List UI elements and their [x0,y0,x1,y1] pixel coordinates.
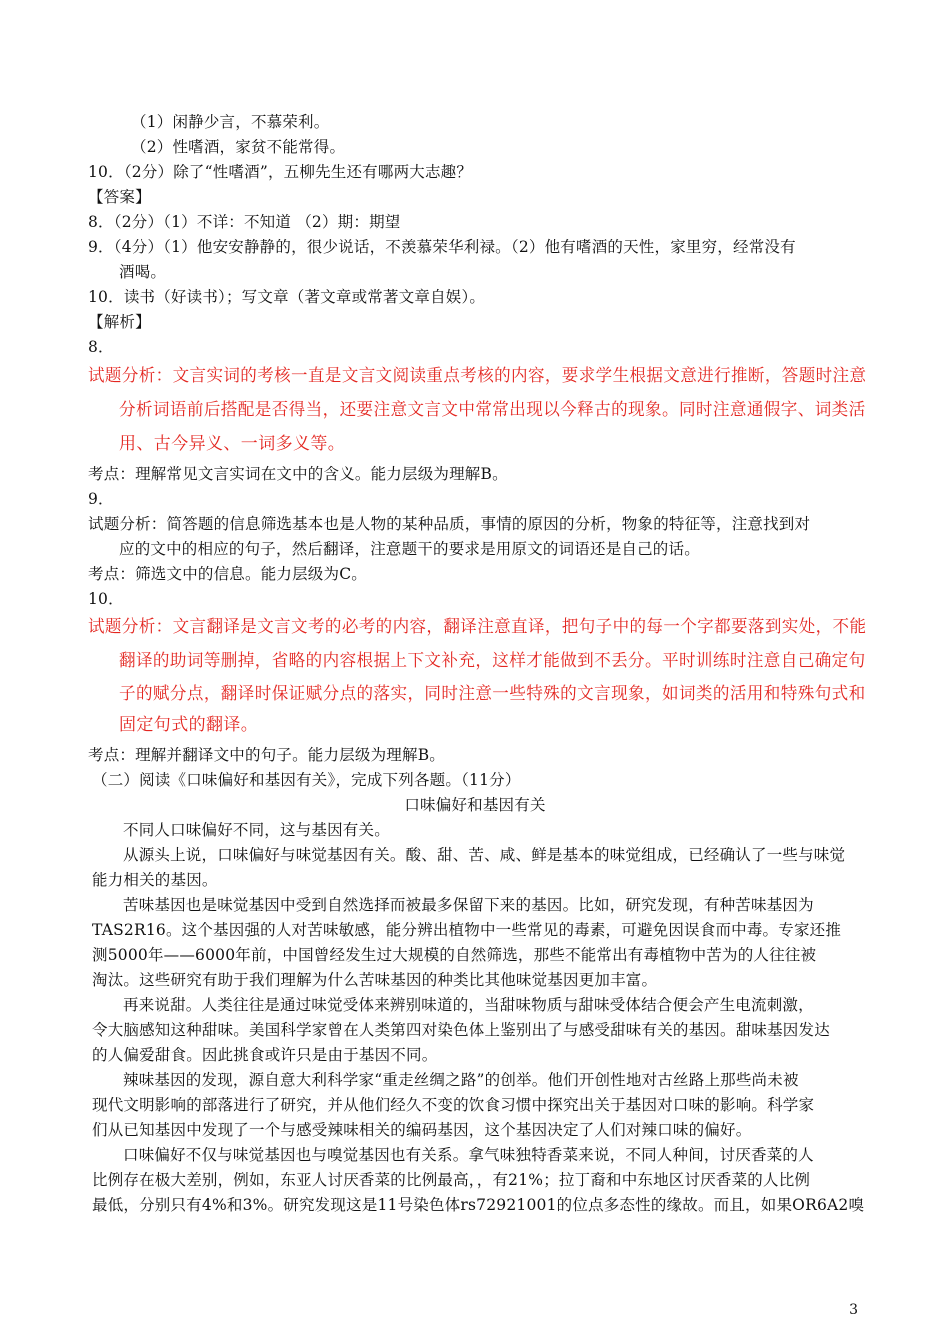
analysis-9-number: 9． [88,490,114,508]
analysis-10-number: 10． [88,590,124,608]
quote-line-1: （1）闲静少言，不慕荣利。 [131,113,330,131]
analysis-10-line-3: 子的赋分点，翻译时保证赋分点的落实，同时注意一些特殊的文言现象，如词类的活用和特殊句式和 [119,684,866,704]
analysis-10-line-4: 固定句式的翻译。 [119,715,259,735]
article-p3-line-4: 淘汰。这些研究有助于我们理解为什么苦味基因的种类比其他味觉基因更加丰富。 [92,971,658,989]
analysis-9-line-1: 试题分析：简答题的信息筛选基本也是人物的某种品质，事情的原因的分析，物象的特征等，注意找到对 [88,515,811,533]
article-p6-line-2: 比例存在极大差别，例如，东亚人讨厌香菜的比例最高，，有21%；拉丁裔和中东地区讨厌香菜的人比例 [92,1171,811,1189]
article-p3-line-3: 测5000年——6000年前，中国曾经发生过大规模的自然筛选，那些不能常出有毒植物中苦为的人往往被 [92,946,817,964]
answer-9-line-2: 酒喝。 [119,263,167,281]
analysis-8-line-1: 试题分析：文言实词的考核一直是文言文阅读重点考核的内容，要求学生根据文意进行推断，答题时注意 [88,366,867,386]
analysis-8-number: 8． [88,338,114,356]
answer-8: 8．（2分）（1）不详：不知道 （2）期：期望 [88,213,401,231]
article-p4-line-1: 再来说甜。人类往往是通过味觉受体来辨别味道的，当甜味物质与甜味受体结合便会产生电流刺激， [123,996,814,1014]
article-p5-line-2: 现代文明影响的部落进行了研究，并从他们经久不变的饮食习惯中探究出关于基因对口味的影响。科学家 [92,1096,815,1114]
article-p4-line-3: 的人偏爱甜食。因此挑食或许只是由于基因不同。 [92,1046,438,1064]
quote-line-2: （2）性嗜酒，家贫不能常得。 [131,138,346,156]
kaodian-9: 考点：筛选文中的信息。能力层级为C。 [88,565,367,583]
question-10: 10．（2分）除了“性嗜酒”，五柳先生还有哪两大志趣？ [88,163,473,181]
kaodian-10: 考点：理解并翻译文中的句子。能力层级为理解B。 [88,746,445,764]
article-p5-line-3: 们从已知基因中发现了一个与感受辣味相关的编码基因，这个基因决定了人们对辣口味的偏好。 [92,1121,752,1139]
article-title: 口味偏好和基因有关 [404,796,546,814]
analysis-10-line-2: 翻译的助词等删掉，省略的内容根据上下文补充，这样才能做到不丢分。平时训练时注意自己确定句 [119,651,866,671]
analysis-9-line-2: 应的文中的相应的句子，然后翻译，注意题干的要求是用原文的词语还是自己的话。 [119,540,700,558]
analysis-8-line-2: 分析词语前后搭配是否得当，还要注意文言文中常常出现以今释古的现象。同时注意通假字、词类活 [119,400,866,420]
answer-heading: 【答案】 [88,188,151,206]
kaodian-8: 考点：理解常见文言实词在文中的含义。能力层级为理解B。 [88,465,508,483]
article-p6-line-1: 口味偏好不仅与味觉基因也与嗅觉基因也有关系。拿气味独特香菜来说，不同人种间，讨厌香菜的人 [123,1146,814,1164]
section-2-prompt: （二）阅读《口味偏好和基因有关》，完成下列各题。（11分） [92,771,521,789]
analysis-10-line-1: 试题分析：文言翻译是文言文考的必考的内容，翻译注意直译，把句子中的每一个字都要落到实处，不能 [88,617,867,637]
article-p2-line-2: 能力相关的基因。 [92,871,218,889]
article-p3-line-1: 苦味基因也是味觉基因中受到自然选择而被最多保留下来的基因。比如，研究发现，有种苦味基因为 [123,896,814,914]
article-p4-line-2: 令大脑感知这种甜味。美国科学家曾在人类第四对染色体上鉴别出了与感受甜味有关的基因。甜味基因发达 [92,1021,830,1039]
article-p6-line-3: 最低，分别只有4%和3%。研究发现这是11号染色体rs72921001的位点多态性的缘故。而且，如果OR6A2嗅 [92,1196,865,1214]
analysis-heading: 【解析】 [88,313,151,331]
article-p3-line-2: TAS2R16。这个基因强的人对苦味敏感，能分辨出植物中一些常见的毒素，可避免因误食而中毒。专家还推 [92,921,842,939]
article-p2-line-1: 从源头上说，口味偏好与味觉基因有关。酸、甜、苦、咸、鲜是基本的味觉组成，已经确认了一些与味觉 [123,846,846,864]
article-p5-line-1: 辣味基因的发现，源自意大利科学家“重走丝绸之路”的创举。他们开创性地对古丝路上那些尚未被 [123,1071,799,1089]
answer-10: 10．读书（好读书）；写文章（著文章或常著文章自娱）。 [88,288,486,306]
article-p1: 不同人口味偏好不同，这与基因有关。 [123,821,390,839]
page-number: 3 [849,1302,858,1318]
analysis-8-line-3: 用、古今异义、一词多义等。 [119,434,346,454]
answer-9-line-1: 9．（4分）（1）他安安静静的，很少说话，不羡慕荣华利禄。（2）他有嗜酒的天性，家里穷，经常没有 [88,238,796,256]
